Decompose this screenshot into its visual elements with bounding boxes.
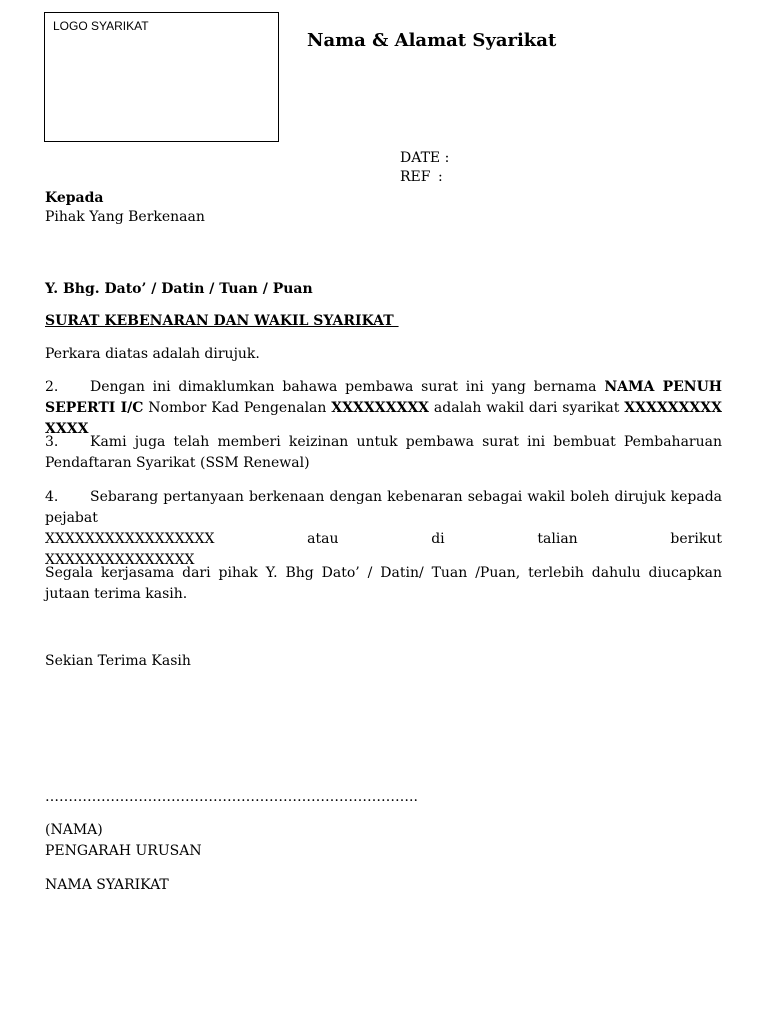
paragraph-4-word-di: di (431, 531, 445, 547)
closing-paragraph: Segala kerjasama dari pihak Y. Bhg Dato’ / Datin/ Tuan /Puan, terlebih dahulu diucapkan jutaan terima kasih. (45, 565, 722, 602)
company-name-address: Nama & Alamat Syarikat (307, 30, 557, 51)
signer-title: PENGARAH URUSAN (45, 843, 202, 859)
office-placeholder: XXXXXXXXXXXXXXXXX (45, 531, 215, 547)
paragraph-2-text-c: adalah wakil dari syarikat (429, 400, 625, 416)
paragraph-4-number: 4. (45, 489, 59, 505)
paragraph-4-line-1 (45, 487, 722, 529)
paragraph-4-word-talian: talian (537, 531, 578, 547)
company-name-placeholder: XXXXXXXXX XXXX (45, 400, 722, 437)
holder-full-name: NAMA PENUH SEPERTI I/C (45, 379, 722, 416)
paragraph-4-word-berikut: berikut (670, 531, 722, 547)
logo-placeholder (44, 12, 279, 142)
recipient-label: Kepada (45, 190, 104, 206)
paragraph-4-text: Sebarang pertanyaan berkenaan dengan kebenaran sebagai wakil boleh dirujuk kepada pejabat (45, 489, 722, 526)
salutation: Y. Bhg. Dato’ / Datin / Tuan / Puan (45, 281, 313, 297)
paragraph-4-line-2 (45, 529, 722, 550)
letter-subject-text: SURAT KEBENARAN DAN WAKIL SYARIKAT (45, 313, 399, 329)
signature-line: …………………………………………………………………….. (45, 789, 418, 805)
phone-placeholder: XXXXXXXXXXXXXXX (45, 552, 195, 568)
letter-subject (45, 311, 722, 332)
date-label: DATE : (400, 150, 450, 166)
ref-line (400, 169, 443, 185)
paragraph-2-text-a: Dengan ini dimaklumkan bahawa pembawa surat ini yang bernama (90, 379, 605, 395)
paragraph-2-number: 2. (45, 379, 59, 395)
ic-number: XXXXXXXXX (331, 400, 430, 416)
paragraph-4 (45, 487, 722, 571)
paragraph-4-word-atau: atau (307, 531, 339, 547)
opening-line: Perkara diatas adalah dirujuk. (45, 346, 260, 362)
logo-label: LOGO SYARIKAT (53, 19, 149, 33)
signer-name: (NAMA) (45, 822, 103, 838)
paragraph-2-text-b: Nombor Kad Pengenalan (143, 400, 332, 416)
sign-off: Sekian Terima Kasih (45, 653, 191, 669)
ref-colon: : (438, 169, 443, 185)
paragraph-3-number: 3. (45, 434, 59, 450)
paragraph-2 (45, 377, 722, 440)
date-line (400, 150, 449, 166)
ref-label: REF (400, 169, 431, 185)
recipient-name: Pihak Yang Berkenaan (45, 209, 205, 225)
paragraph-3-text: Kami juga telah memberi keizinan untuk pembawa surat ini bembuat Pembaharuan Pendaftaran Syarikat (SSM Renewal) (45, 434, 722, 471)
signer-company: NAMA SYARIKAT (45, 877, 169, 893)
paragraph-3 (45, 432, 722, 474)
